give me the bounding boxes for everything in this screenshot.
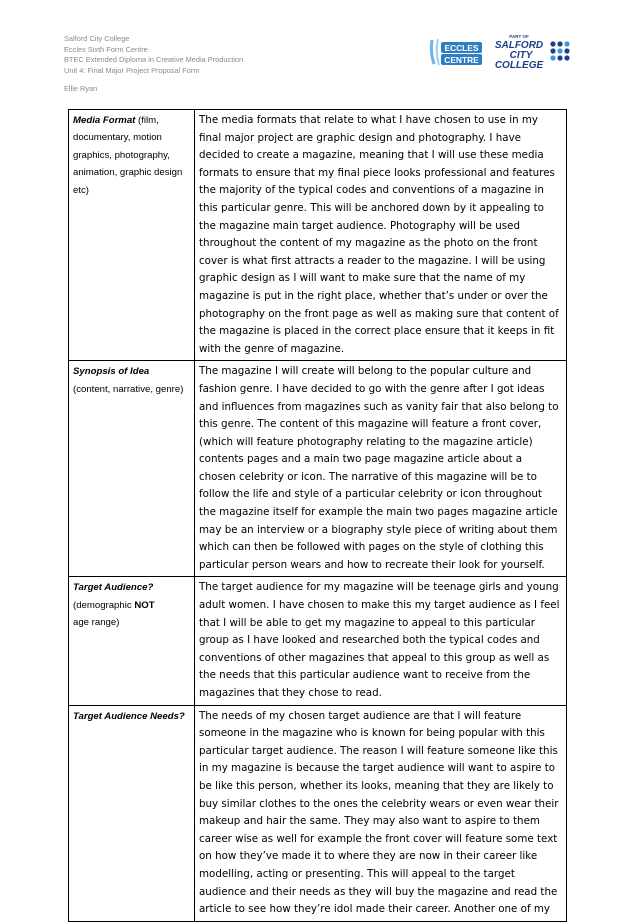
target-audience-label-title: Target Audience? (73, 582, 154, 594)
header-centre: Eccles Sixth Form Centre (64, 44, 148, 54)
salford-city-college-logo (487, 32, 577, 70)
media-format-label-desc: (film, documentary, motion graphics, photography, animation, graphic design etc) (73, 115, 183, 196)
salford-logo-line2: CITY (509, 50, 533, 61)
synopsis-label-desc: (content, narrative, genre) (73, 383, 184, 395)
salford-logo-line1: SALFORD (494, 40, 544, 51)
header-course: BTEC Extended Diploma in Creative Media Production (64, 55, 244, 64)
audience-needs-label-title: Target Audience Needs? (73, 710, 185, 722)
synopsis-content: The magazine I will create will belong to the popular culture and fashion genre. I have decided to go with the genre after I got ideas and influences from magazines such as vanity fair that also belong to this genre. The content of this magazine will feature a front cover, (which will feature photography relating to the magazine article) contents pages and a main two page magazine article about a chosen celebrity or icon. The narrative of this magazine will be to follow the life and style of a particular celebrity or icon throughout the magazine itself for example the main two pages magazine article may be an interview or a biography style piece of writing about them which can then be followed with pages on the style of clothing this particular person wears and how to recreate their look for yourself. (195, 361, 567, 577)
table-row-target-audience (69, 577, 567, 705)
media-format-label-title: Media Format (73, 115, 136, 126)
target-audience-content: The target audience for my magazine will be teenage girls and young adult women. I have chosen to make this my target audience as I feel that I will be able to get my magazine to appeal to this particular group as I have looked and researched both the typical codes and conventions of other magazines that appeal to this group as well as the needs that this particular audience want to receive from the magazines that they chose to read. (195, 577, 567, 705)
proposal-form-table (68, 109, 567, 922)
document-header (64, 34, 364, 95)
synopsis-label (69, 361, 195, 577)
table-row-synopsis (69, 361, 567, 577)
audience-needs-content: The needs of my chosen target audience are that I will feature someone in the magazine who is known for being popular with this particular target audience. The reason I will feature someone like this in my magazine is because the target audience will want to aspire to be like this person, whether its looks, meaning that they are likely to buy similar clothes to the ones the celebrity wears or even wear their makeup and hair the same. They may also want to aspire to them career wise as well for example the front cover will feature some text on how they’ve made it to where they are now in their career like modelling, acting or presenting. This will appeal to the target audience and their needs as they will buy the magazine and read the article to see how they’re idol made their career. Another one of my (195, 705, 567, 921)
table-row-audience-needs (69, 705, 567, 921)
header-unit: Unit 4: Final Major Project Proposal Form (64, 65, 200, 75)
header-college: Salford City College (64, 34, 130, 43)
synopsis-label-title: Synopsis of Idea (73, 366, 150, 378)
target-audience-label (69, 577, 195, 705)
target-audience-label-post: age range) (73, 617, 120, 629)
eccles-logo-line2: CENTRE (444, 54, 479, 65)
salford-logo-line3: COLLEGE (494, 60, 544, 70)
table-row-media-format (69, 110, 567, 361)
media-format-content: The media formats that relate to what I have chosen to use in my final major project are graphic design and photography. I have decided to create a magazine, meaning that I will use these media formats to ensure that my final piece looks professional and features the majority of the typical codes and conventions of a magazine in this particular genre. This will be anchored down by it appealing to the magazine main target audience. Photography will be used throughout the content of my magazine as the photo on the front cover is what first attracts a reader to the magazine. I will be using graphic design as I will want to make sure that the name of my magazine is put in the right place, whether that’s under or over the photography on the front page as well as making sure that content of the magazine is placed in the correct place ensure that it keeps in fit with the genre of magazine. (195, 110, 567, 361)
target-audience-label-pre: (demographic (73, 599, 135, 611)
audience-needs-label (69, 705, 195, 921)
target-audience-label-not: NOT (134, 599, 155, 611)
eccles-centre-logo (428, 36, 484, 68)
salford-logo-part-of: PART OF (509, 34, 529, 39)
media-format-label (69, 110, 195, 361)
eccles-logo-line1: ECCLES (444, 42, 479, 53)
header-author: Ellie Ryan (64, 84, 98, 93)
